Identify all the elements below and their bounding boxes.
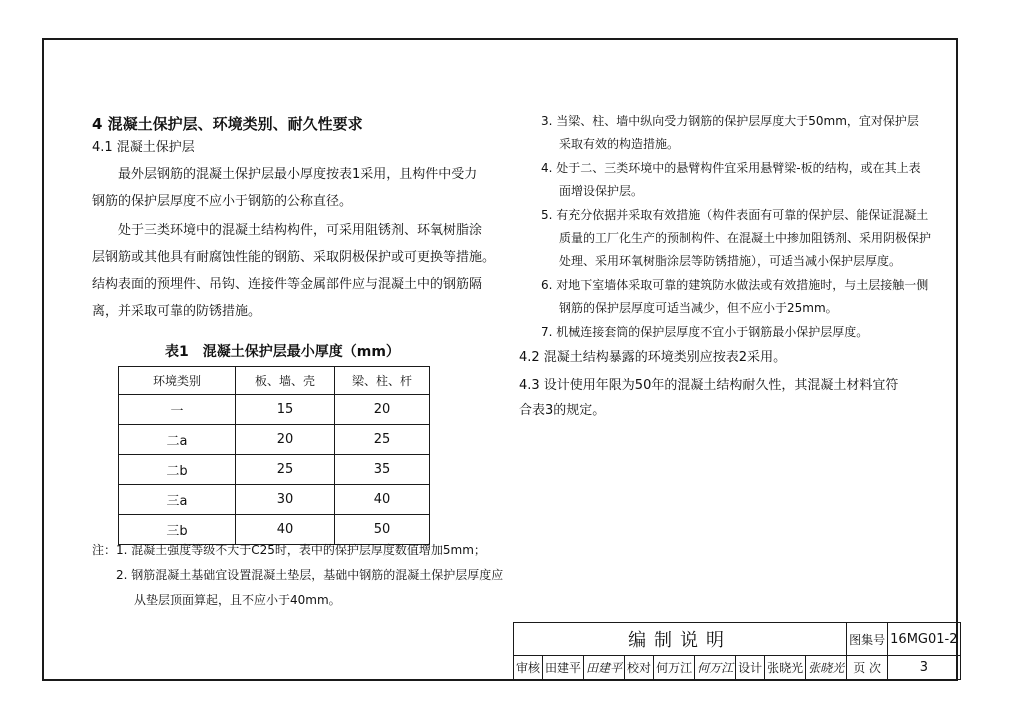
item-5-line-1: 5. 有充分依据并采取有效措施（构件表面有可靠的保护层、能保证混凝土 (541, 208, 929, 222)
sub-heading: 4.1 混凝土保护层 (92, 140, 195, 155)
designer-name: 张晓光 (765, 656, 806, 680)
note-2-line-2: 从垫层顶面算起，且不应小于40mm。 (134, 593, 341, 607)
paragraph-1-line-1: 最外层钢筋的混凝土保护层最小厚度按表1采用，且构件中受力 (118, 167, 478, 182)
note-2-line-1: 2. 钢筋混凝土基础宜设置混凝土垫层，基础中钢筋的混凝土保护层厚度应 (116, 568, 504, 582)
table-header-row (119, 367, 430, 395)
title-block (513, 622, 961, 680)
checker-name: 何万江 (654, 656, 695, 680)
table-row (119, 485, 430, 515)
item-4-line-1: 4. 处于二、三类环境中的悬臂构件宜采用悬臂梁-板的结构，或在其上表 (541, 161, 921, 175)
reviewer-name: 田建平 (543, 656, 584, 680)
slab-value-cell: 20 (236, 425, 335, 455)
reviewer-signature: 田建平 (584, 656, 625, 680)
paragraph-2-line-3: 结构表面的预埋件、吊钩、连接件等金属部件应与混凝土中的钢筋隔 (92, 277, 483, 292)
section-4-3-line-1: 4.3 设计使用年限为50年的混凝土结构耐久性，其混凝土材料宜符 (519, 378, 899, 393)
section-heading: 4 混凝土保护层、环境类别、耐久性要求 (92, 115, 363, 133)
item-3-line-2: 采取有效的构造措施。 (559, 137, 680, 151)
cover-thickness-table (118, 366, 430, 545)
check-label: 校对 (625, 656, 654, 680)
section-4-3-line-2: 合表3的规定。 (519, 403, 606, 418)
beam-value-cell: 25 (335, 425, 430, 455)
slab-value-cell: 30 (236, 485, 335, 515)
env-class-cell: 三a (119, 485, 236, 515)
slab-value-cell: 25 (236, 455, 335, 485)
beam-value-cell: 35 (335, 455, 430, 485)
item-4-line-2: 面增设保护层。 (559, 184, 644, 198)
section-4-2: 4.2 混凝土结构暴露的环境类别应按表2采用。 (519, 350, 787, 365)
paragraph-2-line-2: 层钢筋或其他具有耐腐蚀性能的钢筋、采取阴极保护或可更换等措施。 (92, 250, 496, 265)
item-6-line-1: 6. 对地下室墙体采取可靠的建筑防水做法或有效措施时，与土层接触一侧 (541, 278, 929, 292)
beam-value-cell: 50 (335, 515, 430, 545)
env-class-cell: 二b (119, 455, 236, 485)
env-class-cell: 三b (119, 515, 236, 545)
paragraph-1-line-2: 钢筋的保护层厚度不应小于钢筋的公称直径。 (92, 194, 353, 209)
env-class-cell: 一 (119, 395, 236, 425)
note-1: 注：1. 混凝土强度等级不大于C25时，表中的保护层厚度数值增加5mm； (92, 543, 486, 557)
paragraph-2-line-1: 处于三类环境中的混凝土结构构件，可采用阻锈剂、环氧树脂涂 (118, 223, 483, 238)
item-5-line-2: 质量的工厂化生产的预制构件、在混凝土中掺加阻锈剂、采用阴极保护 (559, 231, 932, 245)
item-3-line-1: 3. 当梁、柱、墙中纵向受力钢筋的保护层厚度大于50mm，宜对保护层 (541, 114, 919, 128)
drawing-title: 编制说明 (514, 623, 847, 656)
slab-value-cell: 40 (236, 515, 335, 545)
table-row (119, 455, 430, 485)
checker-signature: 何万江 (695, 656, 736, 680)
column-header: 环境类别 (119, 367, 236, 395)
item-6-line-2: 钢筋的保护层厚度可适当减少，但不应小于25mm。 (559, 301, 838, 315)
page-label: 页 次 (847, 656, 888, 680)
beam-value-cell: 20 (335, 395, 430, 425)
designer-signature: 张晓光 (806, 656, 847, 680)
table-1-title: 表1 混凝土保护层最小厚度（mm） (165, 344, 400, 360)
paragraph-2-line-4: 离，并采取可靠的防锈措施。 (92, 304, 262, 319)
column-header: 板、墙、壳 (236, 367, 335, 395)
beam-value-cell: 40 (335, 485, 430, 515)
item-7: 7. 机械连接套筒的保护层厚度不宜小于钢筋最小保护层厚度。 (541, 325, 869, 339)
design-label: 设计 (736, 656, 765, 680)
item-5-line-3: 处理、采用环氧树脂涂层等防锈措施），可适当减小保护层厚度。 (559, 254, 902, 268)
table-row (119, 515, 430, 545)
review-label: 审核 (514, 656, 543, 680)
atlas-label: 图集号 (847, 623, 888, 656)
atlas-number: 16MG01-2 (888, 623, 960, 656)
table-row (119, 395, 430, 425)
column-header: 梁、柱、杆 (335, 367, 430, 395)
table-row (119, 425, 430, 455)
slab-value-cell: 15 (236, 395, 335, 425)
env-class-cell: 二a (119, 425, 236, 455)
page-number: 3 (888, 656, 960, 680)
